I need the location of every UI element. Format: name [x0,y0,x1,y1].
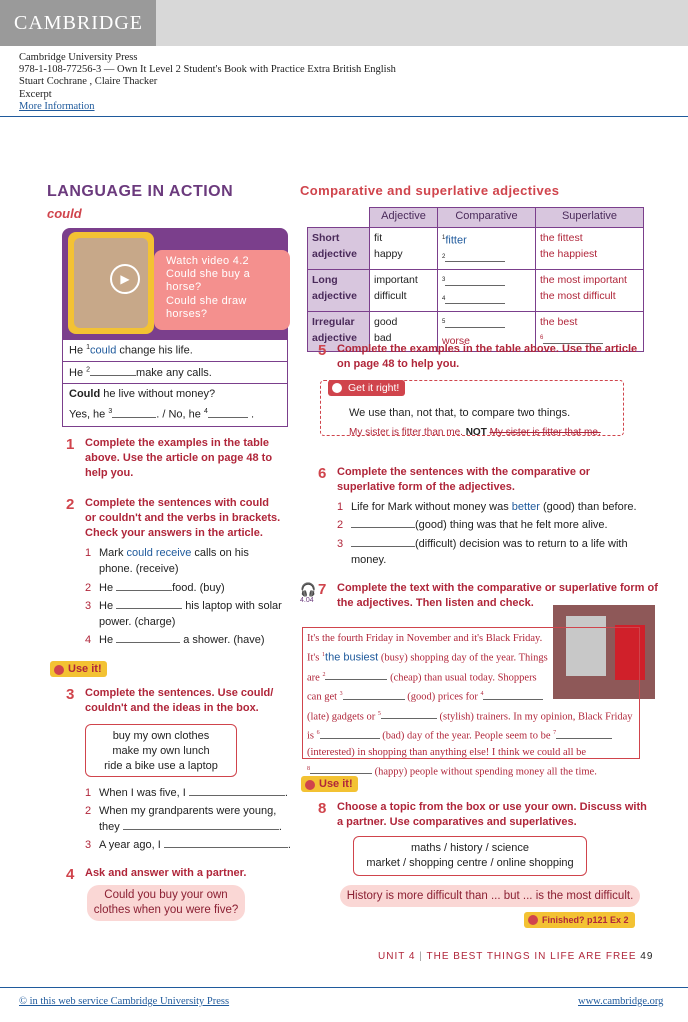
could-subtitle: could [47,206,82,221]
exercise-5-instruction: Complete the examples in the table above. Use the article on page 48 to help you. [337,343,638,370]
answer-blank[interactable] [208,408,248,418]
header-comparative: Comparative [438,208,536,228]
audio-track-number: 4.04 [300,597,314,604]
could-row-2: He $^2$ make any calls. [63,362,287,384]
excerpt-label: Excerpt [19,88,52,100]
speech-bubble-2: History is more difficult than ... but ... is the most difficult. [340,885,640,907]
exercise-2-number: 2 [66,496,75,513]
cambridge-logo: CAMBRIDGE [0,0,156,46]
get-it-right-tab: Get it right! [328,380,405,396]
ideas-box: buy my own clothes make my own lunch ride a bike use a laptop [85,724,237,777]
exercise-2-instruction: Complete the sentences with could or couldn't and the verbs in brackets. Check your answers in the article. [85,497,281,539]
header-adjective: Adjective [370,208,438,228]
language-in-action-title: LANGUAGE IN ACTION [47,183,234,200]
finished-badge: Finished? p121 Ex 2 [524,912,635,928]
use-it-badge: Use it! [50,661,107,677]
adjective-table [307,207,644,352]
exercise-6-number: 6 [318,465,327,482]
exercise-3-item-3: 3 A year ago, I . [85,839,291,851]
exercise-6-instruction: Complete the sentences with the comparative or superlative form of the adjectives. [337,466,591,493]
exercise-3-item-2: 2 When my grandparents were young, they . [85,805,282,833]
row-irregular: Irregular adjective good bad $^5$ worse the best $^6$ [308,312,644,352]
could-row-1: He $^1$could change his life. [63,340,287,362]
header-divider [0,116,688,117]
exercise-2-item-1: 1 Mark could receive calls on his phone. (receive) [85,547,249,575]
exercise-4-number: 4 [66,866,75,883]
unit-footer: UNIT 4 | THE BEST THINGS IN LIFE ARE FREE 49 [378,951,654,962]
exercise-3-item-1: 1 When I was five, I . [85,787,288,799]
exercise-3-number: 3 [66,686,75,703]
topics-box: maths / history / science market / shopping centre / online shopping [353,836,587,876]
answer-blank[interactable] [90,366,136,376]
video-prompt-bubble: Watch video 4.2 Could she buy a horse? Could she draw horses? [154,250,290,330]
could-table [62,340,288,427]
exercise-3-instruction: Complete the sentences. Use could/ couldn't and the ideas in the box. [85,687,274,714]
get-it-right-example: My sister is fitter than me. NOT My sister is fitter that me. [349,427,601,438]
page-number: 49 [640,951,654,962]
comparative-superlative-title: Comparative and superlative adjectives [300,183,560,198]
speech-bubble: Could you buy your own clothes when you were five? [87,885,245,921]
could-row-3: Could he live without money? Yes, he $^3$ . / No, he $^4$ . [69,388,254,421]
exercise-6-item-3: 3 (difficult) decision was to return to a life with money. [337,538,628,566]
use-it-badge-2: Use it! [301,776,358,792]
exercise-6-item-2: 2 (good) thing was that he felt more alive. [337,519,608,531]
exercise-2-item-2: 2 He food. (buy) [85,582,225,594]
exercise-8-number: 8 [318,800,327,817]
header-superlative: Superlative [536,208,644,228]
answer-blank[interactable] [112,408,156,418]
row-long: Long adjective important difficult $^3$ $^4$ the most important the most difficult [308,270,644,312]
exercise-1-instruction: Complete the examples in the table above. Use the article on page 48 to help you. [85,437,273,479]
exercise-5-number: 5 [318,342,327,359]
exercise-2-item-4: 4 He a shower. (have) [85,634,265,646]
authors: Stuart Cochrane , Claire Thacker [19,76,158,88]
black-friday-text: It's the fourth Friday in November and it's Black Friday. It's $^1$the busiest (busy) shopping day of the year. Things are $^2$ (cheap) than usual today. Shoppers can get $^3$ (good) prices for $^4$ (late) gadgets or $^5$ (stylish) trainers. In my opinion, Black Friday is $^6$ (bad) day of the year. People seem to be $^7$ (interested) in shopping than anything else! I think we could all be $^8$ (happy) people without spending money all the time. [302,627,640,759]
copyright-link[interactable]: © in this web service Cambridge University Press [19,996,230,1007]
isbn-title: 978-1-108-77256-3 — Own It Level 2 Student's Book with Practice Extra British English [19,64,396,76]
footer-divider [0,987,688,988]
headphones-icon[interactable]: 🎧 [300,582,317,597]
play-icon[interactable]: ▶ [110,264,140,294]
publisher: Cambridge University Press [19,52,138,63]
get-it-right-rule: We use than, not that, to compare two things. [349,407,571,419]
exercise-8-instruction: Choose a topic from the box or use your own. Discuss with a partner. Use comparatives and superlatives. [337,801,647,828]
exercise-6-item-1: 1 Life for Mark without money was better (good) than before. [337,501,637,513]
exercise-4-instruction: Ask and answer with a partner. [85,867,247,879]
exercise-1-number: 1 [66,436,75,453]
exercise-7-instruction: Complete the text with the comparative or superlative form of the adjectives. Then listen and check. [337,582,658,609]
handwritten-answer: could [90,344,117,357]
row-short: Short adjective fit happy $^1$fitter $^2$ the fittest the happiest [308,228,644,270]
exercise-2-item-3: 3 He his laptop with solar power. (charge) [85,600,282,628]
more-information-link[interactable]: More Information [19,100,95,112]
exercise-7-number: 7 [318,581,327,598]
cambridge-website-link[interactable]: www.cambridge.org [578,996,664,1007]
book-metadata [19,52,396,113]
